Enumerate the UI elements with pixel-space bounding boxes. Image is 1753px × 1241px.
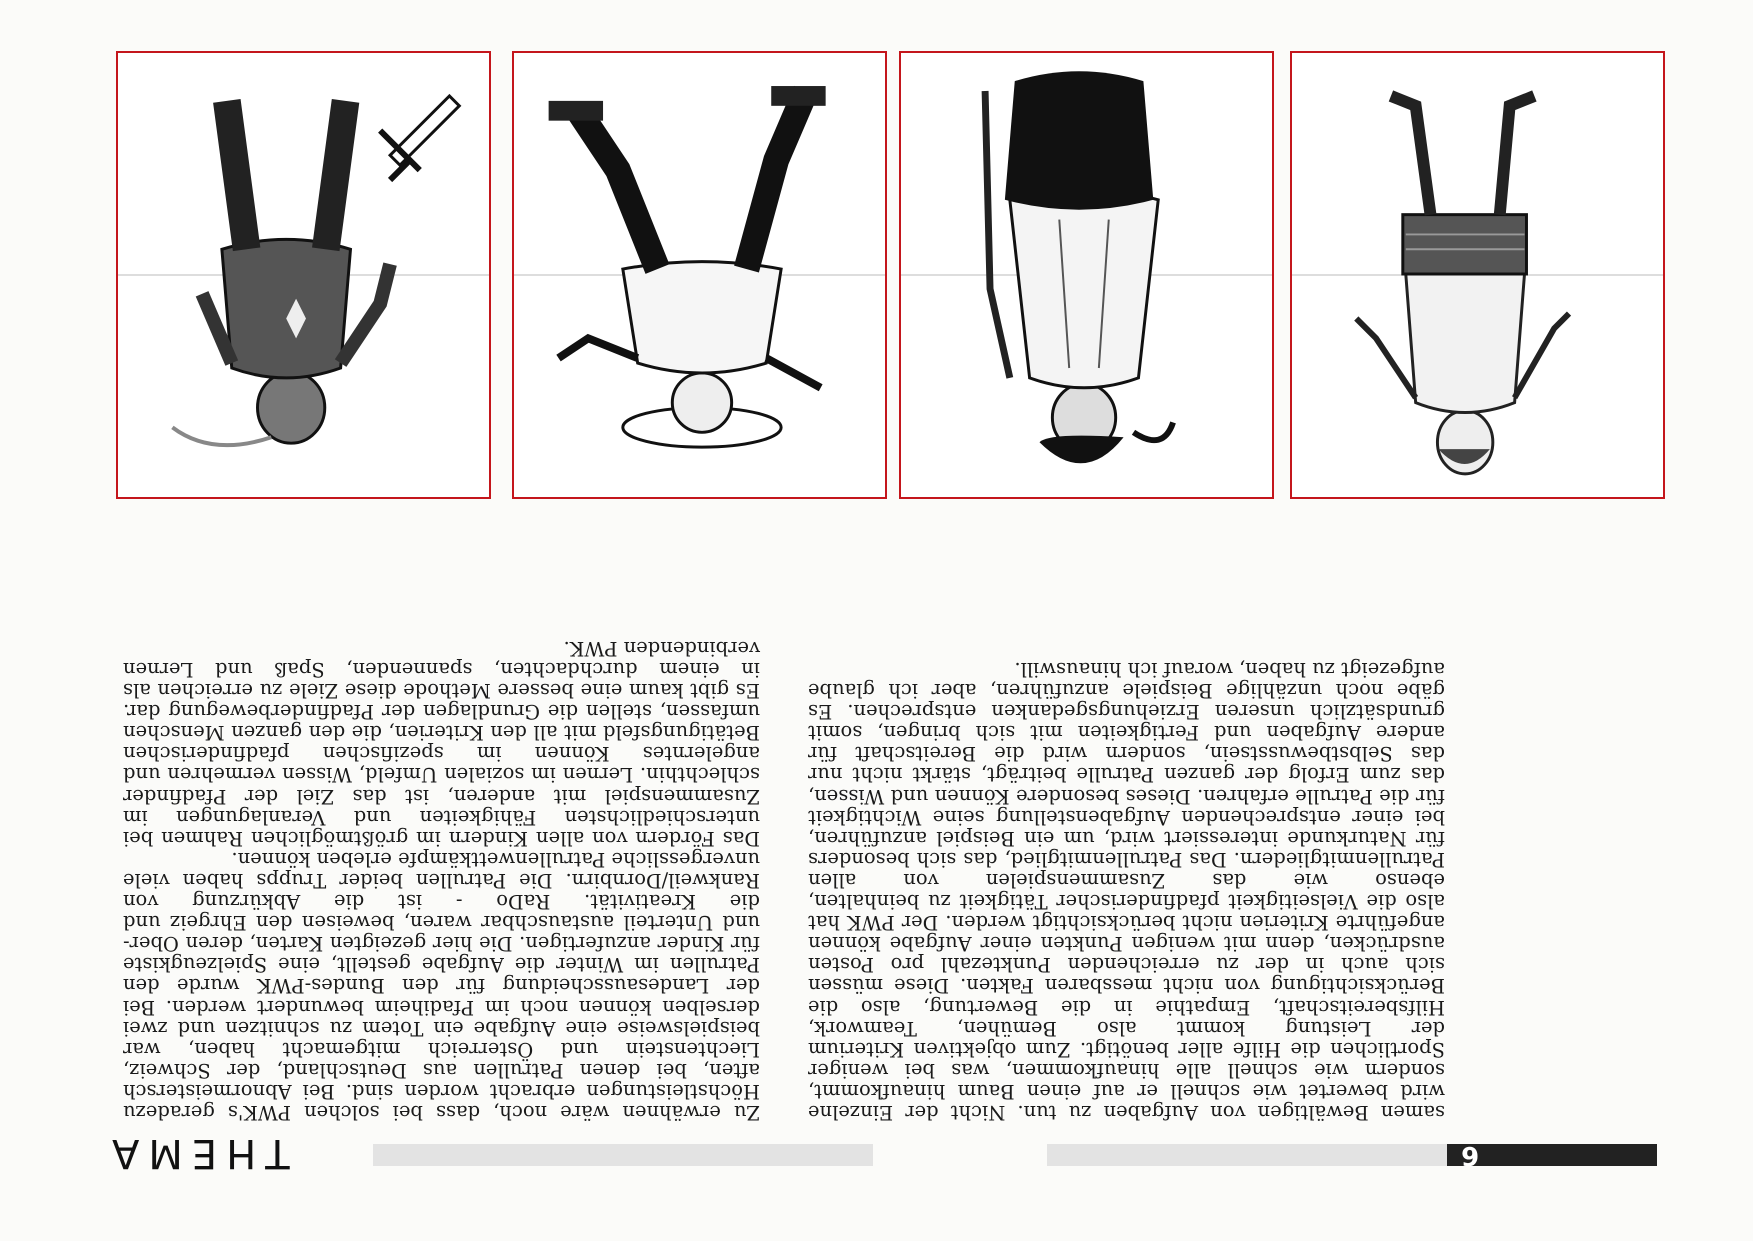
paragraph: Zu erwähnen wäre noch, dass bei solchen PWK's geradezu Höchstleistungen erbracht worden sind. Bei Abnormeistersch aften, bei denen Patrullen aus Deutschland, der Schweiz, Liechtenstein und Österreich mitgemacht haben, war beispielsweise eine Aufgabe ein Totem zu schnitzen und zwei derselben können noch im Pfadiheim bewundert werden. Bei der Landesausscheidung für den Bundes-PWK wurde den Patrullen im Winter die Aufgabe gestellt, eine Spielzeugkiste für Kinder anzufertigen. Die hier gezeigten Karten, deren Ober- und Unterteil austauschbar waren, beweisen den Ehrgeiz und die Kreativität. RaDo - ist die Abkürzung von Rankweil/Dornbirn. Die Patrullen beider Trupps haben viele unvergessliche Patrullenwettkämpfe erleben können. (123, 847, 760, 1124)
text-column-left (808, 659, 1445, 1123)
header-rule-left (1047, 1144, 1447, 1166)
figure-card-pirate (899, 51, 1274, 499)
figure-card-boy (1290, 51, 1665, 499)
boy-figure-illustration (1292, 53, 1663, 497)
paragraph: Das Fördern von allen Kindern im größtmöglichen Rahmen bei unterschiedlichsten Fähigkeiten und Veranlagungen im Zusammenspiel mit anderen, ist das Ziel der Pfadfinder schlechthin. Lernen im sozialen Umfeld, Wissen vermehren und angelerntes Können im spezifischen pfadfinderischen Betätigungsfeld mit all den Kriterien, die den ganzen Menschen umfassen, stellen die Grundlagen der Pfadfinderbewegung dar. Es gibt kaum eine bessere Methode diese Ziele zu erreichen als in einem durchdachten, spannenden, Spaß und Lernen verbindenden PWK. (123, 636, 760, 850)
figure-card-knight (116, 51, 491, 499)
text-column-right (123, 638, 760, 1123)
paragraph: samen Bewältigen von Aufgaben zu tun. Nicht der Einzelne wird bewertet wie schnell er auf einen Baum hinaufkommt, sondern wie schnell alle hinaufkommen, was bei weniger Sportlichen die Hilfe aller benötigt. Zum objektiven Kriterium der Leistung kommt also Bemühen, Teamwork, Hilfsbereitschaft, Empathie in die Bewertung, also die Berücksichtigung von nicht messbaren Fakten. Diese müssen sich auch in der zu erreichenden Punktezahl pro Posten ausdrücken, denn mit wenigen Punkten einer Aufgabe können angeführte Kriterien nicht berücksichtigt werden. Der PWK hat also die Vielseitigkeit pfadfinderischer Tätigkeit zu beinhalten, ebenso wie das Zusammenspielen von allen Patrullenmitgliedern. Das Patrullenmitglied, das sich besonders für Naturkunde interessiert wird, um ein Beispiel anzuführen, bei einer entsprechenden Aufgabenstellung seine Wichtigkeit für die Patrulle erfahren. Dieses besondere Können und Wissen, das zum Erfolg der ganzen Patrulle beiträgt, stärkt nicht nur das Selbstbewusstsein, sondern wird die Bereitschaft für andere Aufgaben und Fertigkeiten mit sich bringen, somit grundsätzlich unseren Erziehungsgedanken entsprechen. Es gäbe noch unzählige Beispiele anzuführen, aber ich glaube aufgezeigt zu haben, worauf ich hinauswill. (808, 658, 1445, 1124)
header-rule-right (373, 1144, 873, 1166)
cowboy-figure-illustration (514, 53, 885, 497)
figure-card-cowboy (512, 51, 887, 499)
page-number: 6 (1447, 1144, 1657, 1166)
pirate-figure-illustration (901, 53, 1272, 497)
knight-figure-illustration (118, 53, 489, 497)
section-title: THEMA (103, 1130, 290, 1176)
